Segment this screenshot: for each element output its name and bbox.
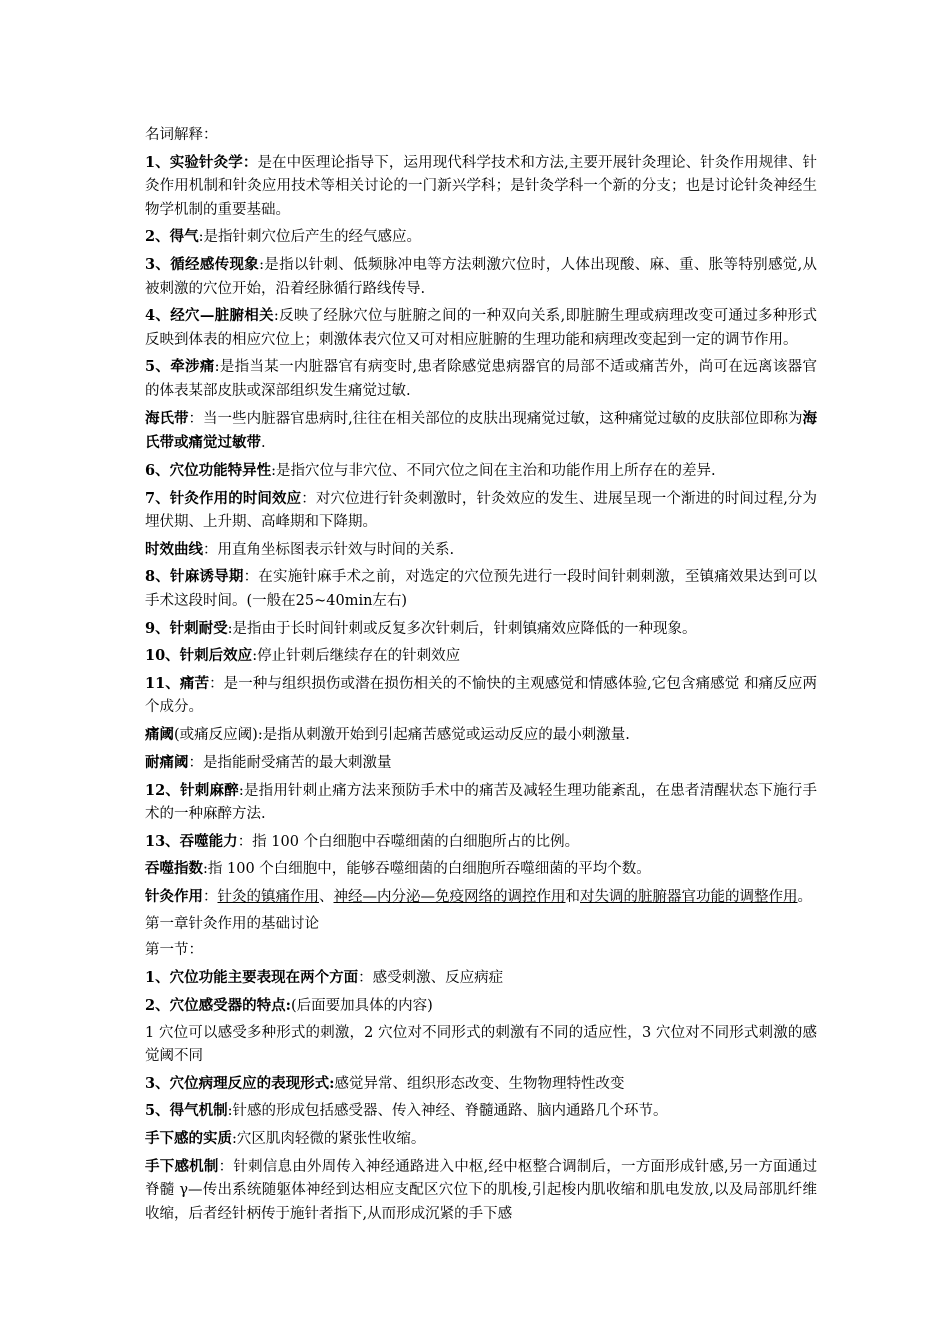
term-definition: :是指当某一内脏器官有病变时,患者除感觉患病器官的局部不适或痛苦外，尚可在远离该器官的体表某部皮肤或深部组织发生痛觉过敏. xyxy=(145,359,817,399)
term-label: 针灸作用 xyxy=(145,888,203,906)
term-definition: :是指针刺穴位后产生的经气感应。 xyxy=(198,229,421,246)
point-label: 1、穴位功能主要表现在两个方面 xyxy=(145,969,359,987)
term-paragraph xyxy=(145,617,817,642)
term-definition: :是指以针刺、低频脉冲电等方法刺激穴位时，人体出现酸、麻、重、胀等特别感觉,从被刺激的穴位开始，沿着经脉循行路线传导. xyxy=(145,257,818,297)
term-paragraph xyxy=(145,779,817,827)
term-label: 8、针麻诱导期 xyxy=(145,568,244,586)
term-label: 7、针灸作用的时间效应 xyxy=(145,489,302,507)
term-label: 9、针刺耐受 xyxy=(145,619,228,637)
term-label: 10、针刺后效应 xyxy=(145,647,253,665)
term-definition: ：在实施针麻手术之前，对选定的穴位预先进行一段时间针刺刺激，至镇痛效果达到可以手术这段时间。(一般在25~40min左右) xyxy=(145,569,818,609)
term-paragraph xyxy=(145,487,817,535)
term-paragraph xyxy=(145,355,817,403)
point-label: 5、得气机制 xyxy=(145,1102,228,1120)
term-definition: ：用直角坐标图表示针效与时间的关系. xyxy=(203,541,455,558)
point-paragraph: 2、穴位感受器的特点:(后面要加具体的内容) xyxy=(145,996,433,1014)
point-label: 3、穴位病理反应的表现形式: xyxy=(145,1074,335,1092)
term-label: 1、实验针灸学： xyxy=(145,153,258,171)
term-label: 痛阈 xyxy=(145,726,174,744)
term-definition: :是指穴位与非穴位、不同穴位之间在主治和功能作用上所存在的差异. xyxy=(271,462,716,479)
term-definition: :停止针刺后继续存在的针刺效应 xyxy=(252,648,461,665)
term-label: 3、循经感传现象 xyxy=(145,256,260,274)
term-paragraph xyxy=(145,225,817,250)
term-paragraph xyxy=(145,459,817,484)
term-definition: :指 100 个白细胞中，能够吞噬细菌的白细胞所吞噬细菌的平均个数。 xyxy=(203,861,651,878)
term-paragraph xyxy=(145,751,817,776)
term-definition: 是在中医理论指导下，运用现代科学技术和方法,主要开展针灸理论、针灸作用规律、针灸作用机制和针灸应用技术等相关讨论的一门新兴学科；是针灸学科一个新的分支；也是讨论针灸神经生物学机制的重要基础。 xyxy=(145,154,818,218)
term-paragraph xyxy=(145,723,817,748)
term-definition: :是指用针刺止痛方法来预防手术中的痛苦及减轻生理功能紊乱，在患者清醒状态下施行手术的一种麻醉方法. xyxy=(145,782,817,822)
term-paragraph xyxy=(145,253,817,301)
term-label: 耐痛阈 xyxy=(145,753,189,771)
term-label: 4、经穴—脏腑相关 xyxy=(145,307,274,325)
point-paragraph: 5、得气机制:针感的形成包括感受器、传入神经、脊髓通路、脑内通路几个环节。 xyxy=(145,1102,668,1120)
section-heading: 第一节： xyxy=(145,942,203,959)
underlined-phrase: 针灸的镇痛作用 xyxy=(217,889,319,906)
underlined-phrase: 神经—内分泌—免疫网络的调控作用 xyxy=(333,889,566,906)
term-label: 海氏带 xyxy=(145,409,189,427)
section-heading: 名词解释： xyxy=(145,127,218,143)
point-label: 2、穴位感受器的特点: xyxy=(145,996,291,1014)
term-label: 2、得气 xyxy=(145,228,199,246)
term-definition: ：是指能耐受痛苦的最大刺激量 xyxy=(188,754,392,771)
point-paragraph: 1、穴位功能主要表现在两个方面：感受刺激、反应病症 xyxy=(145,969,504,987)
point-paragraph: 1 穴位可以感受多种形式的刺激，2 穴位对不同形式的刺激有不同的适应性，3 穴位对不同形式刺激的感觉阈不同 xyxy=(145,1024,817,1064)
term-paragraph xyxy=(145,565,817,613)
term-paragraph xyxy=(145,857,817,882)
point-paragraph: 手下感机制：针刺信息由外周传入神经通路进入中枢,经中枢整合调制后，一方面形成针感,另一方面通过脊髓 γ—传出系统随躯体神经到达相应支配区穴位下的肌梭,引起梭内肌收缩和肌电发放,以及局部肌纤维收缩，后者经针柄传于施针者指下,从而形成沉紧的手下感 xyxy=(145,1157,818,1222)
term-paragraph: 针灸作用：针灸的镇痛作用、神经—内分泌—免疫网络的调控作用和对失调的脏腑器官功能的调整作用。 xyxy=(145,888,812,906)
point-paragraph: 手下感的实质:穴区肌肉轻微的紧张性收缩。 xyxy=(145,1130,426,1148)
point-label: 手下感机制 xyxy=(145,1157,219,1175)
term-label: 11、痛苦 xyxy=(145,674,210,692)
term-paragraph xyxy=(145,830,817,855)
term-definition: ：当一些内脏器官患病时,往往在相关部位的皮肤出现痛觉过敏，这种痛觉过敏的皮肤部位即称为 xyxy=(188,410,803,427)
term-label: 12、针刺麻醉 xyxy=(145,781,239,799)
term-paragraph: 海氏带：当一些内脏器官患病时,往往在相关部位的皮肤出现痛觉过敏，这种痛觉过敏的皮肤部位即称为海氏带或痛觉过敏带. xyxy=(145,409,818,452)
term-paragraph xyxy=(145,672,817,720)
term-paragraph xyxy=(145,151,817,223)
term-paragraph xyxy=(145,538,817,563)
term-definition: ：是一种与组织损伤或潜在损伤相关的不愉快的主观感觉和情感体验,它包含痛感觉 和痛反应两个成分。 xyxy=(145,675,817,716)
term-label: 吞噬指数 xyxy=(145,860,203,878)
term-definition: ：指 100 个白细胞中吞噬细菌的白细胞所占的比例。 xyxy=(237,833,580,850)
document-page xyxy=(145,124,817,1229)
chapter-heading: 第一章针灸作用的基础讨论 xyxy=(145,915,319,932)
point-label: 手下感的实质 xyxy=(145,1130,232,1148)
term-paragraph xyxy=(145,644,817,669)
term-paragraph xyxy=(145,304,817,352)
term-definition: (或痛反应阈):是指从刺激开始到引起痛苦感觉或运动反应的最小刺激量. xyxy=(174,727,630,744)
term-definition: :反映了经脉穴位与脏腑之间的一种双向关系,即脏腑生理或病理改变可通过多种形式反映到体表的相应穴位上；刺激体表穴位又可对相应脏腑的生理功能和病理改变起到一定的调节作用。 xyxy=(145,308,818,348)
point-paragraph: 3、穴位病理反应的表现形式:感觉异常、组织形态改变、生物物理特性改变 xyxy=(145,1074,625,1092)
term-label: 6、穴位功能特异性 xyxy=(145,461,272,479)
term-definition: :是指由于长时间针刺或反复多次针刺后，针刺镇痛效应降低的一种现象。 xyxy=(227,620,697,637)
term-definition: ：对穴位进行针灸刺激时，针灸效应的发生、进展呈现一个渐进的时间过程,分为埋伏期、上升期、高峰期和下降期。 xyxy=(145,490,818,530)
term-emphasis: 海氏带或痛觉过敏带 xyxy=(145,409,818,452)
term-label: 13、吞噬能力 xyxy=(145,832,238,850)
term-label: 5、牵涉痛 xyxy=(145,358,215,376)
term-label: 时效曲线 xyxy=(145,540,203,558)
underlined-phrase: 对失调的脏腑器官功能的调整作用 xyxy=(580,889,798,906)
